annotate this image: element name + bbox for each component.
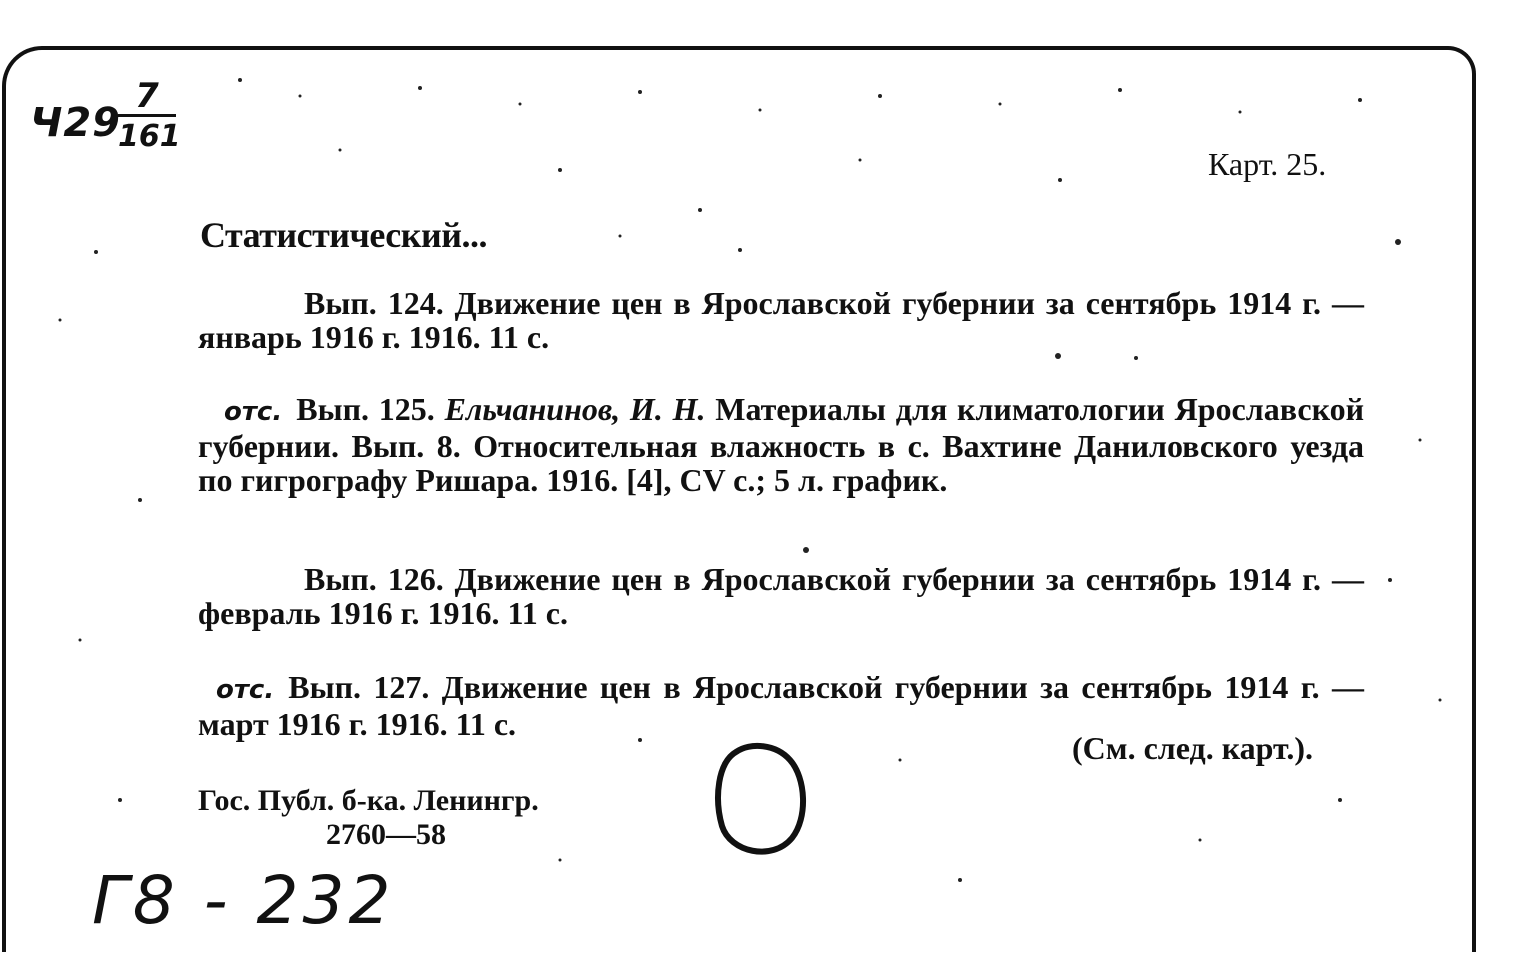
entry-text: Вып. 127. Движение цен в Ярославской губернии за сентябрь 1914 г. — март 1916 г. 1916. 11 с. (198, 669, 1364, 742)
shelf-number: Ч29 (30, 100, 121, 146)
entry-number: Вып. 125. (296, 391, 435, 427)
entry-author: Ельчанинов, И. Н. (444, 391, 706, 427)
absence-mark: отс. (216, 675, 275, 705)
entry-text: Вып. 124. Движение цен в Ярославской губернии за сентябрь 1914 г. — январь 1916 г. 1916. 11 с. (198, 285, 1364, 355)
see-next-card: (См. след. карт.). (1072, 730, 1313, 766)
library-imprint: Гос. Публ. б-ка. Ленингр. (198, 784, 539, 817)
card-number: Карт. 25. (1208, 146, 1327, 182)
shelf-fraction-numerator: 7 (118, 78, 176, 117)
entry-text: Материалы для климатологии Ярославской губернии. Вып. 8. Относительная влажность в с. Вахтине Даниловского уезда по гигрографу Ришара. 1916. [4], CV с.; 5 л. график. (198, 391, 1365, 498)
order-number: 2760—58 (326, 818, 446, 851)
shelf-fraction-denominator: 161 (118, 119, 181, 154)
card-heading: Статистический... (200, 215, 487, 255)
call-number: Г8 - 232 (92, 862, 395, 939)
absence-mark: отс. (224, 397, 283, 427)
entry-text: Вып. 126. Движение цен в Ярославской губернии за сентябрь 1914 г. — февраль 1916 г. 1916. 11 с. (198, 561, 1364, 631)
